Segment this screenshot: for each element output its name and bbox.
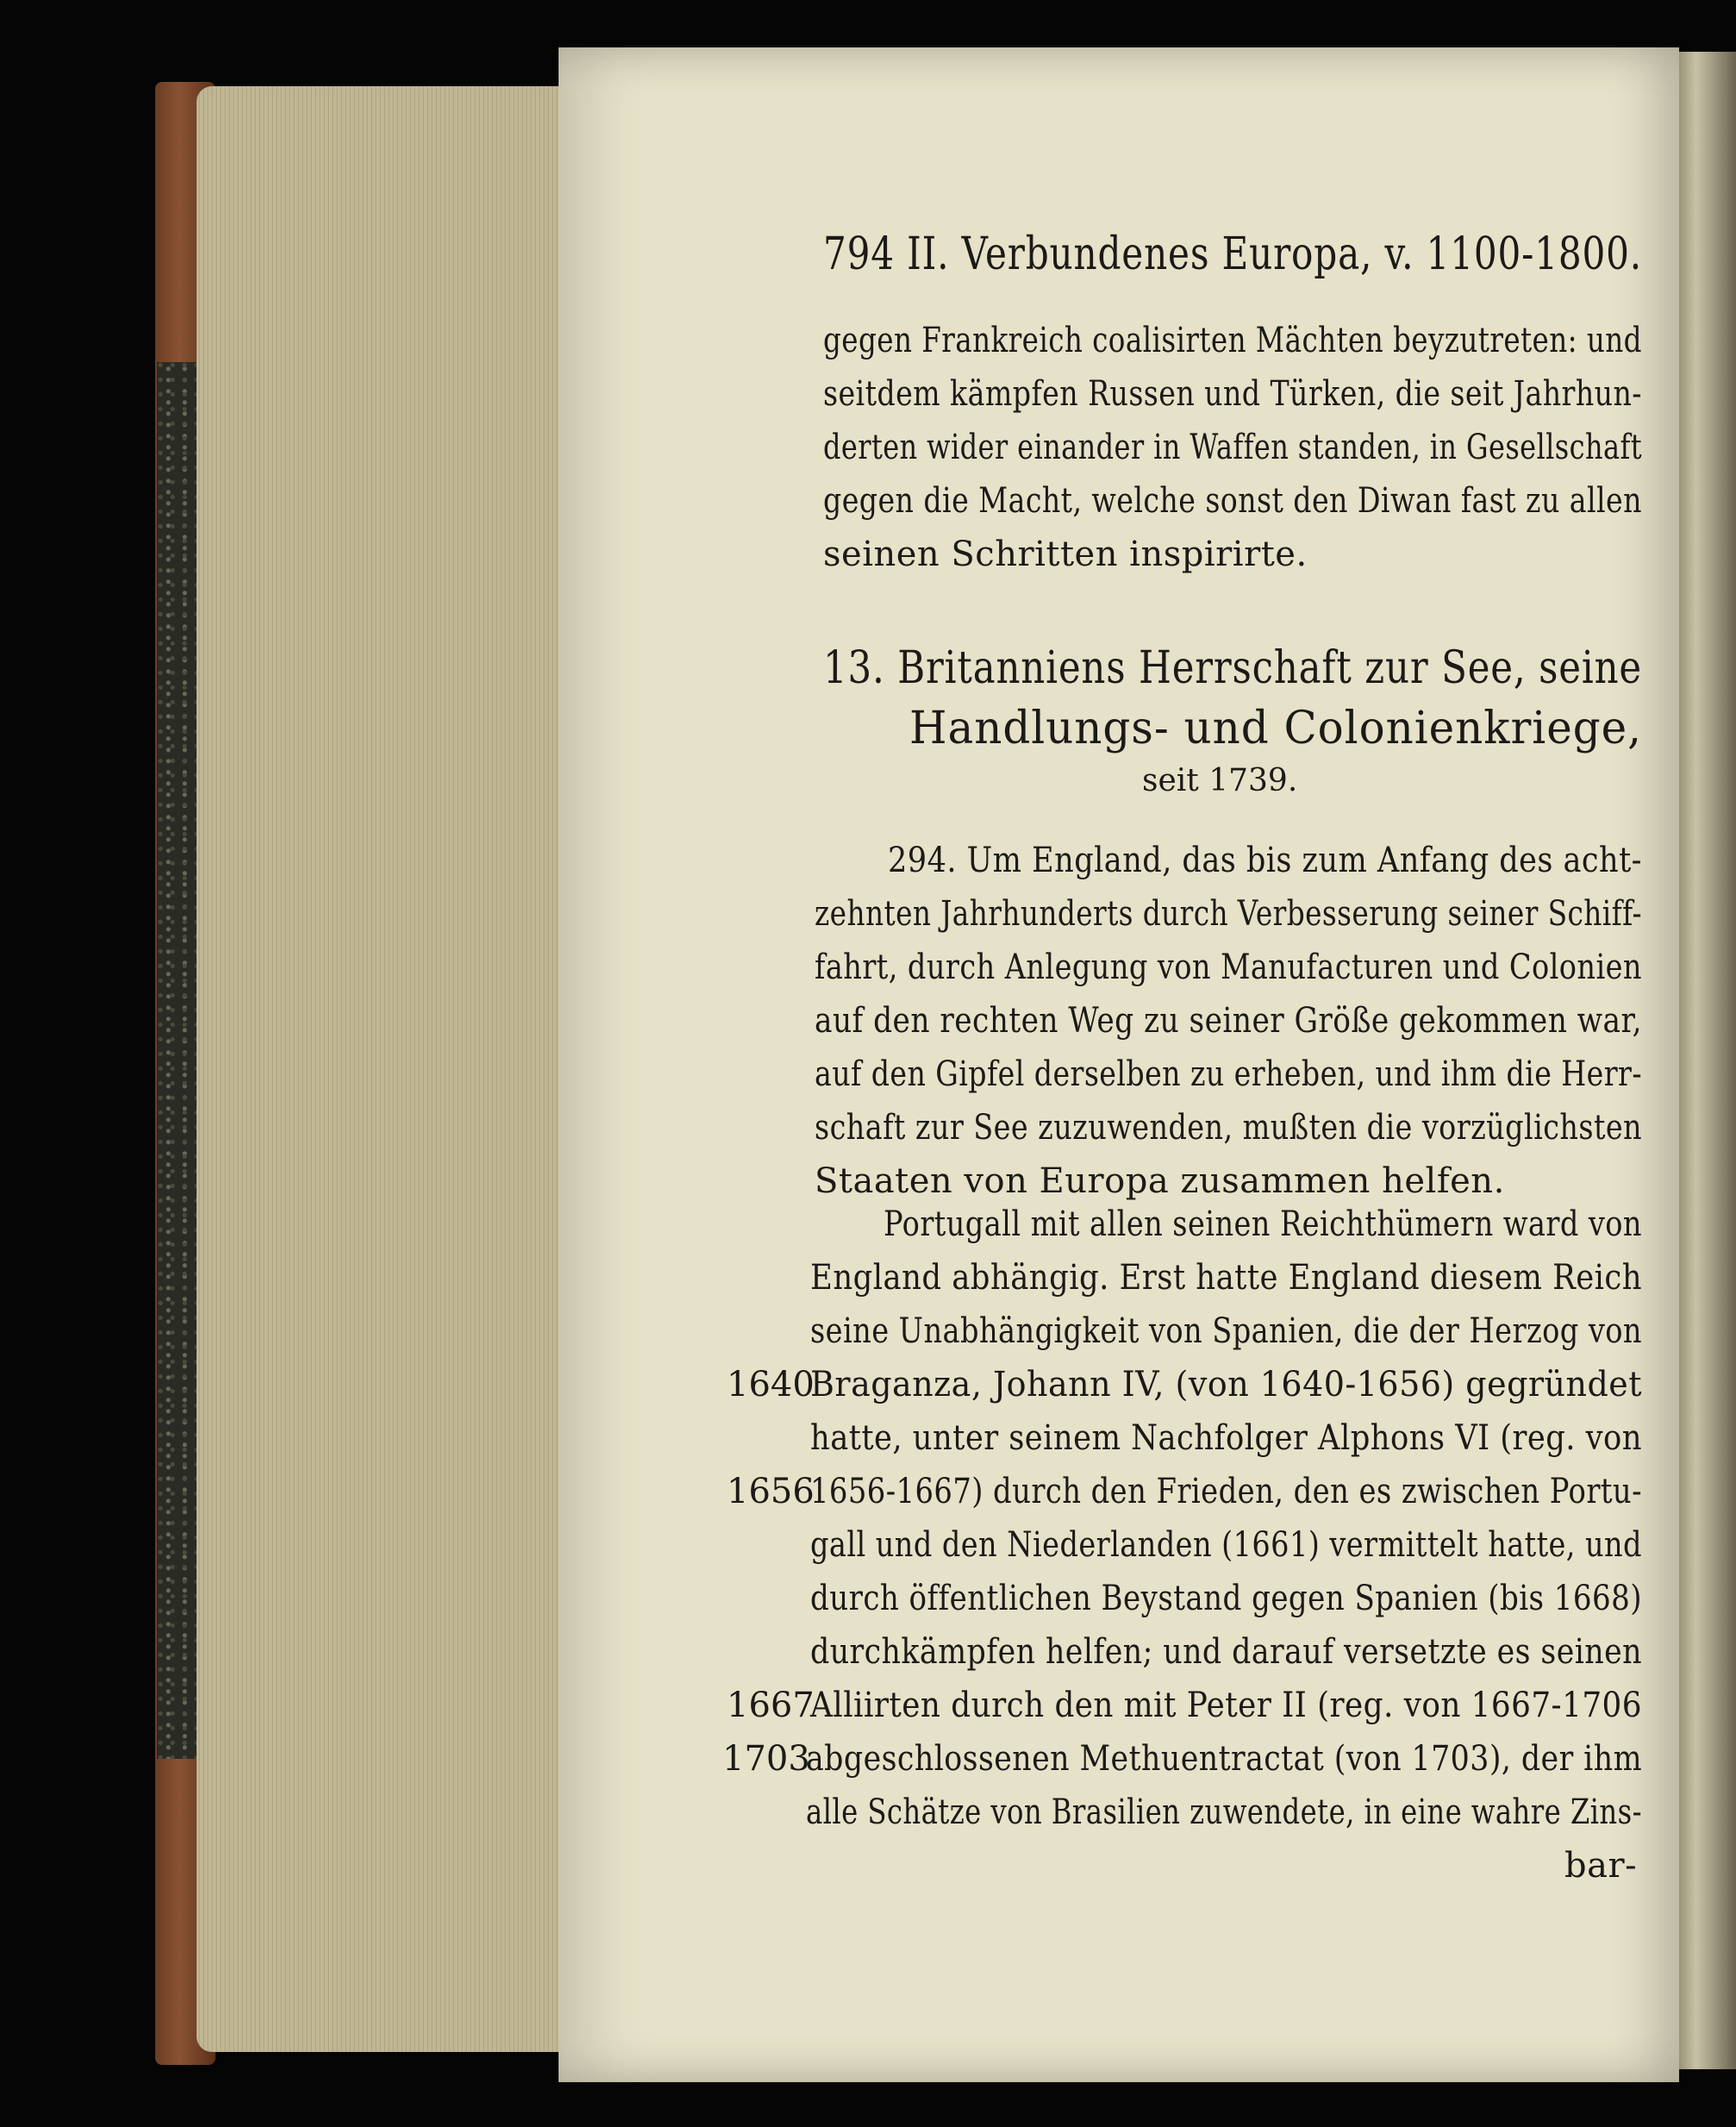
catchword: bar- — [1564, 1846, 1638, 1886]
text-line: seine Unabhängigkeit von Spanien, die der Herzog von — [810, 1311, 1643, 1351]
text-line: Alliirten durch den mit Peter II (reg. von 1667-1706 — [810, 1686, 1642, 1725]
text-line: derten wider einander in Waffen standen, in Gesellschaft — [823, 428, 1642, 467]
text-line: zehnten Jahrhunderts durch Verbesserung seiner Schiff- — [815, 894, 1643, 934]
section-subheading: seit 1739. — [1142, 763, 1298, 798]
facing-page-edge — [1679, 52, 1736, 2069]
text-line: England abhängig. Erst hatte England diesem Reich — [810, 1258, 1642, 1298]
text-line: gegen Frankreich coalisirten Mächten beyzutreten: und — [823, 321, 1642, 360]
text-line: 294. Um England, das bis zum Anfang des acht- — [888, 841, 1642, 880]
margin-year: 1667 — [727, 1686, 815, 1725]
text-line: alle Schätze von Brasilien zuwendete, in eine wahre Zins- — [806, 1792, 1642, 1832]
margin-year: 1656 — [727, 1472, 815, 1511]
text-line: auf den rechten Weg zu seiner Größe gekommen war, — [815, 1001, 1642, 1041]
text-line: abgeschlossenen Methuentractat (von 1703), der ihm — [806, 1739, 1643, 1779]
text-line: seinen Schritten inspirirte. — [823, 535, 1308, 574]
text-line: gegen die Macht, welche sonst den Diwan fast zu allen — [823, 481, 1642, 521]
page-edges-stack — [197, 86, 559, 2052]
margin-year: 1640 — [727, 1365, 815, 1404]
text-line: 1656-1667) durch den Frieden, den es zwischen Portu- — [810, 1472, 1642, 1511]
section-heading: 13. Britanniens Herrschaft zur See, seine — [823, 642, 1642, 694]
text-line: auf den Gipfel derselben zu erheben, und ihm die Herr- — [815, 1054, 1642, 1094]
text-line: Staaten von Europa zusammen helfen. — [815, 1161, 1505, 1201]
text-line: fahrt, durch Anlegung von Manufacturen und Colonien — [815, 948, 1642, 987]
text-line: Braganza, Johann IV, (von 1640-1656) gegründet — [810, 1365, 1643, 1404]
section-heading-line2: Handlungs- und Colonienkriege, — [909, 703, 1642, 754]
text-line: seitdem kämpfen Russen und Türken, die seit Jahrhun- — [823, 374, 1642, 414]
running-header: 794 II. Verbundenes Europa, v. 1100-1800. — [823, 228, 1643, 280]
text-line: hatte, unter seinem Nachfolger Alphons VI (reg. von — [810, 1418, 1642, 1458]
margin-year: 1703 — [722, 1739, 810, 1779]
text-line: Portugall mit allen seinen Reichthümern ward von — [884, 1204, 1642, 1244]
text-line: durchkämpfen helfen; und darauf versetzte es seinen — [810, 1632, 1643, 1672]
text-line: gall und den Niederlanden (1661) vermittelt hatte, und — [810, 1525, 1642, 1565]
text-line: schaft zur See zuzuwenden, mußten die vorzüglichsten — [815, 1108, 1643, 1148]
text-line: durch öffentlichen Beystand gegen Spanien (bis 1668) — [810, 1579, 1642, 1618]
